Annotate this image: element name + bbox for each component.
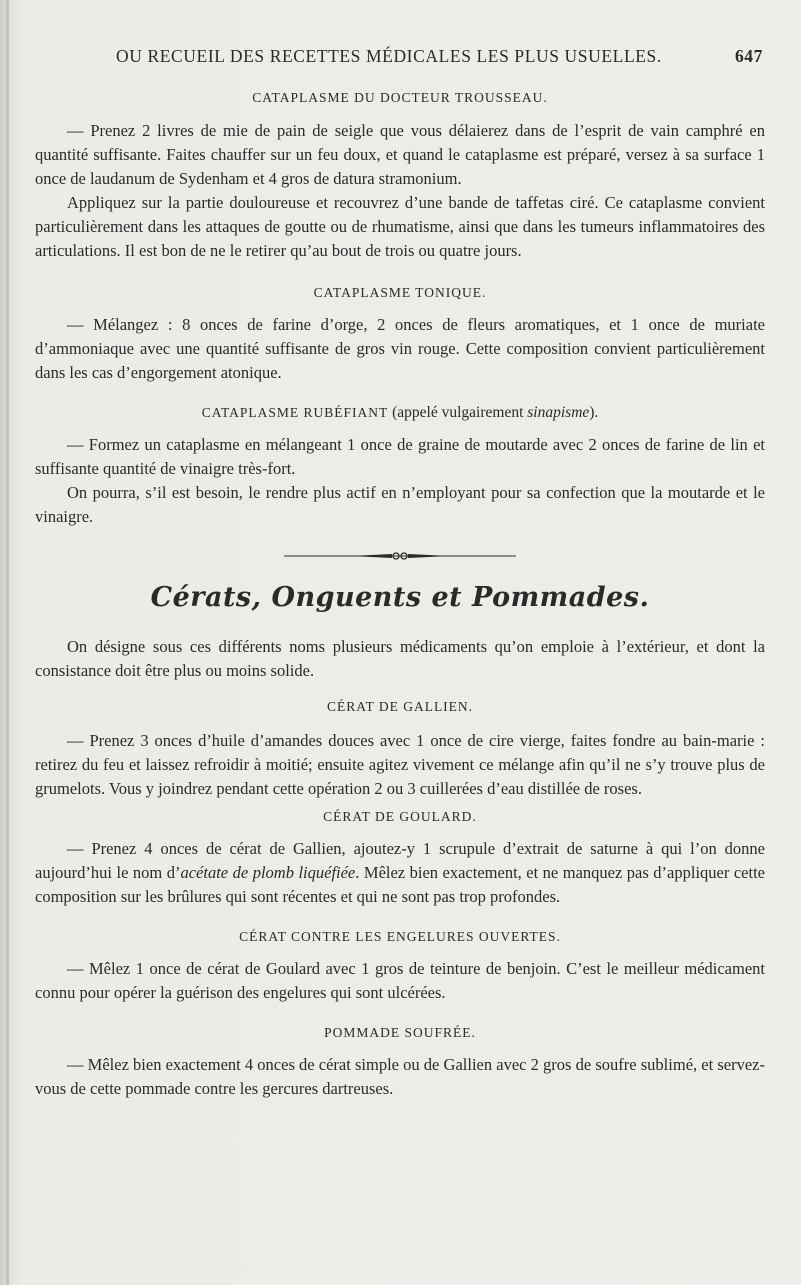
paragraph: Appliquez sur la partie douloureuse et recouvrez d’une bande de taffetas ciré. Ce cataplasme convient particulièrement dans les attaques de goutte ou de rhumatisme, ainsi que dans les tumeurs inflammatoires des articulations. Il est bon de ne le retirer qu’au bout de trois ou quatre jours.	[35, 193, 765, 260]
section-heading-suffix: (appelé vulgairement	[388, 404, 528, 421]
section-heading	[35, 403, 765, 423]
running-head-title: OU RECUEIL DES RECETTES MÉDICALES LES PLUS USUELLES.	[116, 46, 662, 66]
paragraph	[35, 837, 765, 909]
section-heading-main: CATAPLASME RUBÉFIANT	[201, 405, 389, 420]
section-heading-suffix-end: ).	[589, 404, 599, 421]
paragraph: — Prenez 3 onces d’huile d’amandes douces avec 1 once de cire vierge, faites fondre au bain-marie : retirez du feu et laissez refroidir à moitié; ensuite agitez vivement ce mélange afin qu’il ne s’y trouve plus de grumelots. Vous y joindrez pendant cette opération 2 ou 3 cuillerées d’eau distillée de roses.	[35, 731, 765, 798]
page-gutter-shadow	[6, 0, 9, 1285]
section-heading: CATAPLASME TONIQUE.	[313, 285, 487, 300]
chapter-title: Cérats, Onguents et Pommades.	[150, 582, 650, 613]
chapter-intro: On désigne sous ces différents noms plusieurs médicaments qu’on emploie à l’extérieur, et dont la consistance doit être plus ou moins solide.	[35, 637, 765, 680]
page-content	[35, 86, 765, 1101]
running-head	[100, 46, 763, 70]
page-number: 647	[734, 46, 763, 66]
section-heading: POMMADE SOUFRÉE.	[324, 1025, 476, 1040]
paragraph-text: — Prenez 4 onces de cérat de Gallien, ajoutez-y 1 scrupule d’extrait de saturne à qui l’on donne aujourd’hui le nom d’	[35, 839, 765, 882]
section-heading: CÉRAT DE GALLIEN.	[326, 699, 474, 714]
section-heading: CATAPLASME DU DOCTEUR TROUSSEAU.	[252, 90, 548, 105]
paragraph: — Mêlez 1 once de cérat de Goulard avec 1 gros de teinture de benjoin. C’est le meilleur médicament connu pour opérer la guérison des engelures qui sont ulcérées.	[35, 959, 765, 1002]
paragraph-italic-term: acétate de plomb liquéfiée	[180, 863, 356, 882]
ornamental-divider	[280, 549, 520, 563]
section-heading-italic: sinapisme	[527, 404, 590, 421]
paragraph: — Prenez 2 livres de mie de pain de seigle que vous délaierez dans de l’esprit de vain camphré en quantité suffisante. Faites chauffer sur un feu doux, et quand le cataplasme est préparé, versez à sa surface 1 once de laudanum de Sydenham et 4 gros de datura stramonium.	[35, 121, 765, 188]
paragraph-text: . Mêlez bien exactement, et ne manquez pas d’appliquer cette composition sur les brûlures qui sont récentes et qui ne sont pas trop profondes.	[35, 863, 766, 906]
section-heading: CÉRAT CONTRE LES ENGELURES OUVERTES.	[239, 929, 561, 944]
paragraph: — Mêlez bien exactement 4 onces de cérat simple ou de Gallien avec 2 gros de soufre sublimé, et servez-vous de cette pommade contre les gercures dartreuses.	[35, 1055, 765, 1098]
paragraph: — Formez un cataplasme en mélangeant 1 once de graine de moutarde avec 2 onces de farine de lin et suffisante quantité de vinaigre très-fort.	[35, 435, 765, 478]
section-heading: CÉRAT DE GOULARD.	[323, 809, 477, 824]
paragraph: On pourra, s’il est besoin, le rendre plus actif en n’employant pour sa confection que la moutarde et le vinaigre.	[35, 483, 765, 526]
divider-ornament-icon	[280, 549, 520, 563]
paragraph: — Mélangez : 8 onces de farine d’orge, 2 onces de fleurs aromatiques, et 1 once de muriate d’ammoniaque avec une quantité suffisante de gros vin rouge. Cette composition convient particulièrement dans les cas d’engorgement atonique.	[35, 315, 765, 382]
